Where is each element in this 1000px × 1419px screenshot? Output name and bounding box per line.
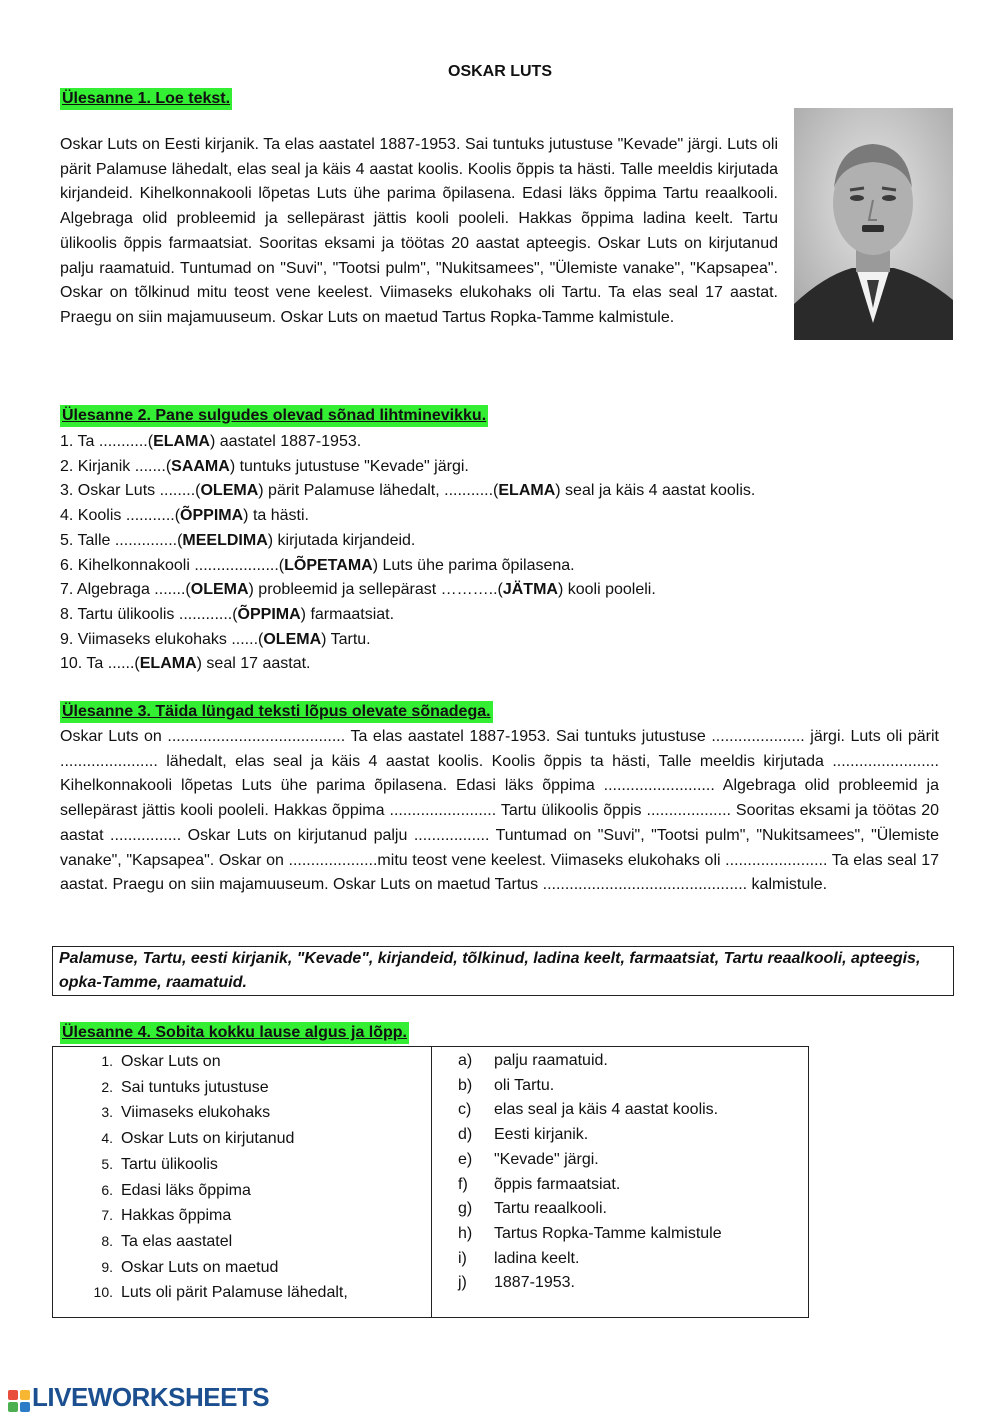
task2-item: 1. Ta ...........(ELAMA) aastatel 1887-1953.	[60, 433, 362, 450]
verb: ÕPPIMA	[180, 507, 244, 525]
verb: LÕPETAMA	[284, 556, 373, 574]
task2-item: 5. Talle ..............(MEELDIMA) kirjutada kirjandeid.	[60, 531, 416, 549]
verb: OLEMA	[263, 630, 322, 648]
task2-item: 8. Tartu ülikoolis ............(ÕPPIMA) farmaatsiat.	[60, 605, 395, 623]
list-item: 2. Sai tuntuks jutustuse	[101, 1078, 269, 1096]
list-item: 9. Oskar Luts on maetud	[101, 1258, 279, 1276]
list-item: 1. Oskar Luts on	[101, 1053, 221, 1070]
list-item: a) palju raamatuid.	[458, 1052, 608, 1069]
list-item: e) "Kevade" järgi.	[458, 1150, 599, 1168]
list-item: 5. Tartu ülikoolis	[101, 1155, 218, 1173]
list-item: b) oli Tartu.	[458, 1076, 555, 1094]
verb: SAAMA	[171, 457, 230, 475]
list-item: 3. Viimaseks elukohaks	[101, 1104, 271, 1122]
task4-heading: Ülesanne 4. Sobita kokku lause algus ja lõpp.	[60, 1022, 409, 1044]
verb: OLEMA	[190, 581, 249, 599]
list-item: 8. Ta elas aastatel	[101, 1232, 233, 1250]
verb: MEELDIMA	[182, 531, 268, 549]
task2-item: 4. Koolis ...........(ÕPPIMA) ta hästi.	[60, 507, 309, 525]
liveworksheets-logo	[8, 1382, 269, 1413]
task2-item: 3. Oskar Luts ........(OLEMA) pärit Palamuse lähedalt, ...........(ELAMA) seal ja käis 4 aastat koolis.	[60, 482, 756, 500]
task3-heading: Ülesanne 3. Täida lüngad teksti lõpus olevate sõnadega.	[60, 701, 493, 723]
list-item: 10. Luts oli pärit Palamuse lähedalt,	[93, 1284, 348, 1302]
sentence-endings	[458, 1049, 808, 1296]
list-item: f) õppis farmaatsiat.	[458, 1175, 621, 1193]
verb: JÄTMA	[502, 581, 558, 599]
task2-item: 7. Algebraga .......(OLEMA) probleemid ja sellepärast ………..(JÄTMA) kooli pooleli.	[60, 581, 656, 599]
liveworksheets-icon	[8, 1388, 30, 1410]
sentence-starts	[53, 1049, 423, 1306]
list-item: 7. Hakkas õppima	[101, 1207, 232, 1225]
task2-heading: Ülesanne 2. Pane sulgudes olevad sõnad lihtminevikku.	[60, 405, 488, 427]
matching-table	[52, 1046, 809, 1318]
portrait-photo	[794, 108, 953, 340]
list-item: j) 1887-1953.	[458, 1274, 575, 1292]
list-item: g) Tartu reaalkooli.	[458, 1200, 607, 1218]
task1-text: Oskar Luts on Eesti kirjanik. Ta elas aastatel 1887-1953. Sai tuntuks jutustuse "Kevade" järgi. Luts oli pärit Palamuse lähedalt, elas seal ja käis 4 aastat koolis. Koolis õppis ta hästi. Talle meeldis kirjutada kirjandeid. Kihelkonnakooli lõpetas Luts ühe parima õpilasena. Edasi läks õppima Tartu reaalkooli. Algebraga olid probleemid ja sellepärast jättis kooli pooleli. Hakkas õppima ladina keelt. Tartu ülikoolis õppis farmaatsiat. Sooritas eksami ja töötas 20 aastat apteegis. Oskar Luts on kirjutanud palju raamatuid. Tuntumad on "Suvi", "Tootsi pulm", "Nukitsamees", "Ülemiste vanake", "Kapsapea". Oskar on tõlkinud mitu teost vene keelest. Viimaseks elukohaks oli Tartu. Ta elas seal 17 aastat. Praegu on siin majamuuseum. Oskar Luts on maetud Tartus Ropka-Tamme kalmistule.	[60, 136, 778, 326]
table-divider	[431, 1047, 432, 1317]
list-item: 6. Edasi läks õppima	[101, 1181, 251, 1199]
verb: ELAMA	[498, 482, 556, 500]
task2-item: 10. Ta ......(ELAMA) seal 17 aastat.	[60, 655, 311, 673]
task2-item: 2. Kirjanik .......(SAAMA) tuntuks jutustuse "Kevade" järgi.	[60, 457, 469, 475]
task2-item: 9. Viimaseks elukohaks ......(OLEMA) Tartu.	[60, 630, 371, 648]
task3-text: Oskar Luts on ........................................ Ta elas aastatel 1887-1953. Sai tuntuks jutustuse ..................... järgi. Luts oli pärit ...................... lähedalt, elas seal ja käis 4 aastat koolis. Koolis õppis ta hästi, Talle meeldis kirjutada ........................ Kihelkonnakooli lõpetas Luts ühe parima õpilasena. Edasi läks õppima ......................... Algebraga olid probleemid ja sellepärast jättis kooli pooleli. Hakkas õppima ........................ Tartu ülikoolis õppis ................... Sooritas eksami ja töötas 20 aastat ................ Oskar Luts on kirjutanud palju ................. Tuntumad on "Suvi", "Tootsi pulm", "Nukitsamees", "Ülemiste vanake", "Kapsapea". Oskar on ....................mitu teost vene keelest. Viimaseks elukohaks oli ....................... Ta elas seal 17 aastat. Praegu on siin majamuuseum. Oskar Luts on maetud Tartus .............................................. kalmistule.	[60, 728, 939, 894]
list-item: i) ladina keelt.	[458, 1249, 580, 1267]
verb: ELAMA	[139, 655, 197, 673]
task2-list	[60, 430, 755, 677]
verb: ÕPPIMA	[237, 605, 301, 623]
list-item: 4. Oskar Luts on kirjutanud	[101, 1130, 295, 1148]
word-bank: Palamuse, Tartu, eesti kirjanik, "Kevade", kirjandeid, tõlkinud, ladina keelt, farmaatsiat, Tartu reaalkooli, apteegis, opka-Tamme, raamatuid.	[52, 946, 954, 996]
list-item: c) elas seal ja käis 4 aastat koolis.	[458, 1101, 719, 1119]
verb: ELAMA	[153, 433, 210, 450]
page-title: OSKAR LUTS	[448, 63, 552, 80]
list-item: d) Eesti kirjanik.	[458, 1126, 589, 1144]
task2-item: 6. Kihelkonnakooli ...................(LÕPETAMA) Luts ühe parima õpilasena.	[60, 556, 575, 574]
list-item: h) Tartus Ropka-Tamme kalmistule	[458, 1224, 722, 1242]
verb: OLEMA	[200, 482, 259, 500]
brand-text: LIVEWORKSHEETS	[32, 1382, 270, 1412]
task1-heading: Ülesanne 1. Loe tekst.	[60, 88, 232, 110]
